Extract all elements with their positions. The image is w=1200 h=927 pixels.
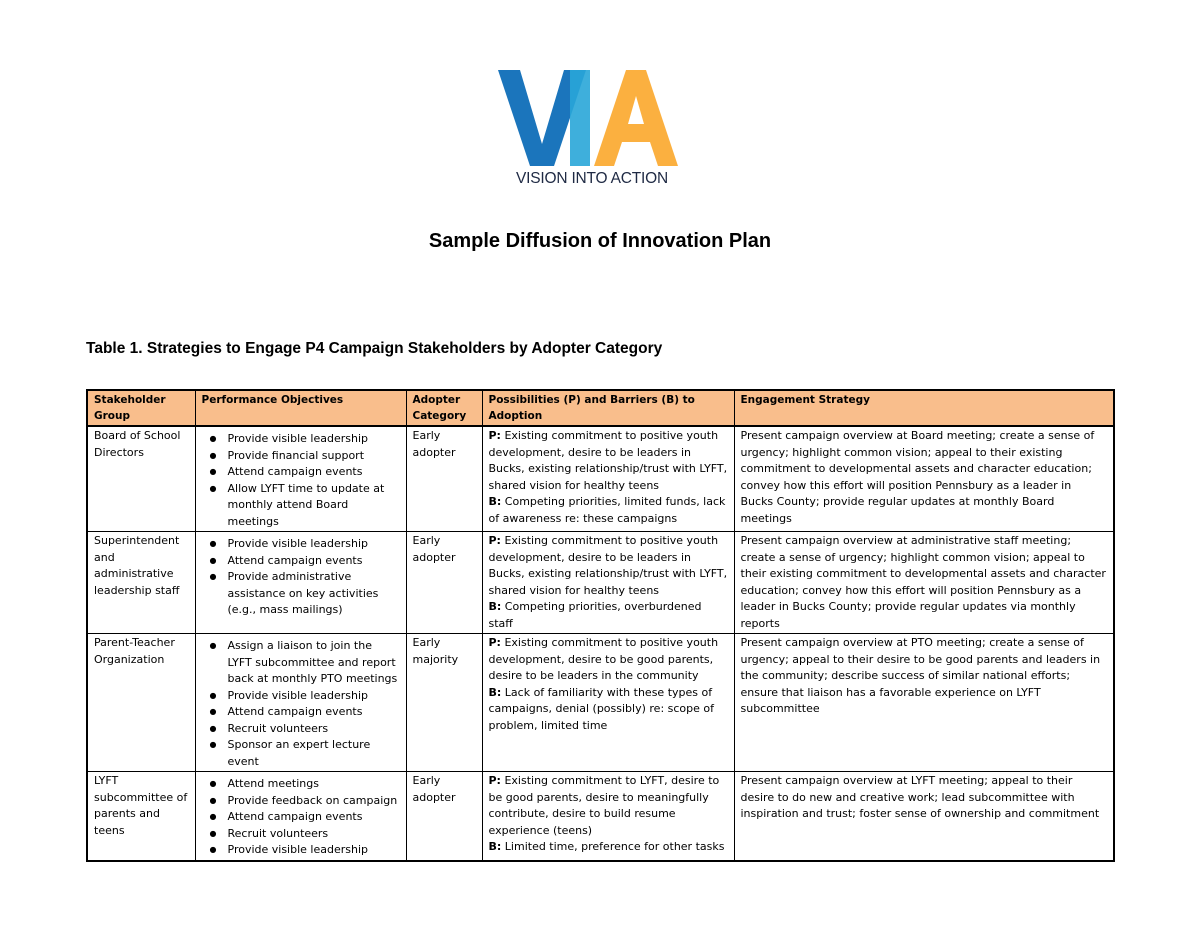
possibilities-label: P: bbox=[488, 534, 501, 547]
via-logo bbox=[498, 66, 682, 190]
cell-performance-objectives bbox=[195, 634, 406, 772]
barriers-text: Lack of familiarity with these types of campaigns, denial (possibly) re: scope of problem, limited time bbox=[488, 685, 714, 732]
possibilities-label: P: bbox=[488, 636, 501, 649]
objectives-list bbox=[202, 638, 400, 770]
cell-adopter-category: Early majority bbox=[406, 634, 482, 772]
cell-performance-objectives bbox=[195, 772, 406, 861]
list-item: ● Attend campaign events bbox=[222, 704, 400, 721]
via-logo-mark bbox=[498, 66, 682, 170]
barriers-label: B: bbox=[488, 495, 502, 508]
possibilities-text: Existing commitment to LYFT, desire to be good parents, desire to meaningfully contribute, desire to build resume experience (teens) bbox=[488, 774, 720, 837]
list-item: ● Attend meetings bbox=[222, 776, 400, 793]
header-performance-objectives: Performance Objectives bbox=[195, 390, 406, 426]
header-adopter-category: Adopter Category bbox=[406, 390, 482, 426]
possibilities-text: Existing commitment to positive youth development, desire to be good parents, desire to be leaders in the community bbox=[488, 636, 719, 682]
list-item: ● Provide visible leadership bbox=[222, 536, 400, 553]
cell-stakeholder-group: LYFT subcommittee of parents and teens bbox=[87, 772, 195, 861]
cell-performance-objectives bbox=[195, 426, 406, 532]
table-row bbox=[87, 426, 1114, 532]
barriers-text: Limited time, preference for other tasks bbox=[501, 840, 725, 853]
cell-performance-objectives bbox=[195, 532, 406, 634]
list-item: ● Provide financial support bbox=[222, 448, 400, 465]
objectives-list bbox=[202, 536, 400, 619]
list-item: ● Provide administrative assistance on key activities (e.g., mass mailings) bbox=[222, 569, 400, 619]
cell-engagement-strategy: Present campaign overview at Board meeting; create a sense of urgency; highlight common vision; appeal to their existing commitment to developmental assets and character education; convey how this effort will position Pennsbury as a leader in Bucks County; provide regular updates at monthly Board meetings bbox=[734, 426, 1114, 532]
cell-adopter-category: Early adopter bbox=[406, 532, 482, 634]
table-caption: Table 1. Strategies to Engage P4 Campaign Stakeholders by Adopter Category bbox=[86, 340, 663, 357]
cell-possibilities-barriers bbox=[482, 532, 734, 634]
list-item: ● Provide feedback on campaign bbox=[222, 793, 400, 810]
header-engagement-strategy: Engagement Strategy bbox=[734, 390, 1114, 426]
logo-tagline: VISION INTO ACTION bbox=[516, 170, 668, 187]
list-item: ● Attend campaign events bbox=[222, 809, 400, 826]
table-row bbox=[87, 772, 1114, 861]
barriers-text: Competing priorities, limited funds, lack of awareness re: these campaigns bbox=[488, 495, 726, 525]
possibilities-label: P: bbox=[488, 774, 501, 787]
cell-possibilities-barriers bbox=[482, 772, 734, 861]
barriers-label: B: bbox=[488, 600, 502, 613]
list-item: ● Allow LYFT time to update at monthly attend Board meetings bbox=[222, 481, 400, 531]
objectives-list bbox=[202, 431, 400, 530]
list-item: ● Recruit volunteers bbox=[222, 826, 400, 843]
barriers-label: B: bbox=[488, 685, 502, 699]
possibilities-text: Existing commitment to positive youth development, desire to be leaders in Bucks, existing relationship/trust with LYFT, shared vision for healthy teens bbox=[488, 534, 728, 597]
list-item: ● Attend campaign events bbox=[222, 464, 400, 481]
cell-possibilities-barriers bbox=[482, 634, 734, 772]
cell-stakeholder-group: Parent-Teacher Organization bbox=[87, 634, 195, 772]
barriers-label: B: bbox=[488, 840, 502, 853]
logo-letter-i bbox=[570, 70, 590, 166]
barriers-text: Competing priorities, overburdened staff bbox=[488, 600, 702, 630]
header-possibilities-barriers: Possibilities (P) and Barriers (B) to Adoption bbox=[482, 390, 734, 426]
list-item: ● Provide visible leadership bbox=[222, 431, 400, 448]
list-item: ● Sponsor an expert lecture event bbox=[222, 737, 400, 770]
list-item: ● Recruit volunteers bbox=[222, 721, 400, 738]
cell-stakeholder-group: Board of School Directors bbox=[87, 426, 195, 532]
list-item: ● Attend campaign events bbox=[222, 553, 400, 570]
cell-adopter-category: Early adopter bbox=[406, 426, 482, 532]
cell-engagement-strategy: Present campaign overview at administrative staff meeting; create a sense of urgency; highlight common vision; appeal to their existing commitment to developmental assets and character education; convey how this effort will position Pennsbury as a leader in Bucks County; provide regular updates via monthly reports bbox=[734, 532, 1114, 634]
table-row bbox=[87, 532, 1114, 634]
cell-stakeholder-group: Superintendent and administrative leadership staff bbox=[87, 532, 195, 634]
cell-engagement-strategy: Present campaign overview at PTO meeting; create a sense of urgency; appeal to their desire to be good parents and leaders in the community; describe success of similar national efforts; ensure that liaison has a favorable experience on LYFT subcommittee bbox=[734, 634, 1114, 772]
list-item: ● Assign a liaison to join the LYFT subcommittee and report back at monthly PTO meetings bbox=[222, 638, 400, 688]
possibilities-text: Existing commitment to positive youth development, desire to be leaders in Bucks, existing relationship/trust with LYFT, shared vision for healthy teens bbox=[488, 429, 728, 492]
list-item: ● Provide visible leadership bbox=[222, 842, 400, 859]
possibilities-label: P: bbox=[488, 429, 501, 442]
document-title: Sample Diffusion of Innovation Plan bbox=[428, 230, 772, 252]
header-stakeholder-group: Stakeholder Group bbox=[87, 390, 195, 426]
table-header-row bbox=[87, 390, 1114, 426]
table-row bbox=[87, 634, 1114, 772]
strategy-table bbox=[86, 389, 1115, 862]
cell-engagement-strategy: Present campaign overview at LYFT meeting; appeal to their desire to do new and creative work; lead subcommittee with inspiration and trust; foster sense of ownership and commitment bbox=[734, 772, 1114, 861]
cell-possibilities-barriers bbox=[482, 426, 734, 532]
cell-adopter-category: Early adopter bbox=[406, 772, 482, 861]
list-item: ● Provide visible leadership bbox=[222, 688, 400, 705]
objectives-list bbox=[202, 776, 400, 859]
